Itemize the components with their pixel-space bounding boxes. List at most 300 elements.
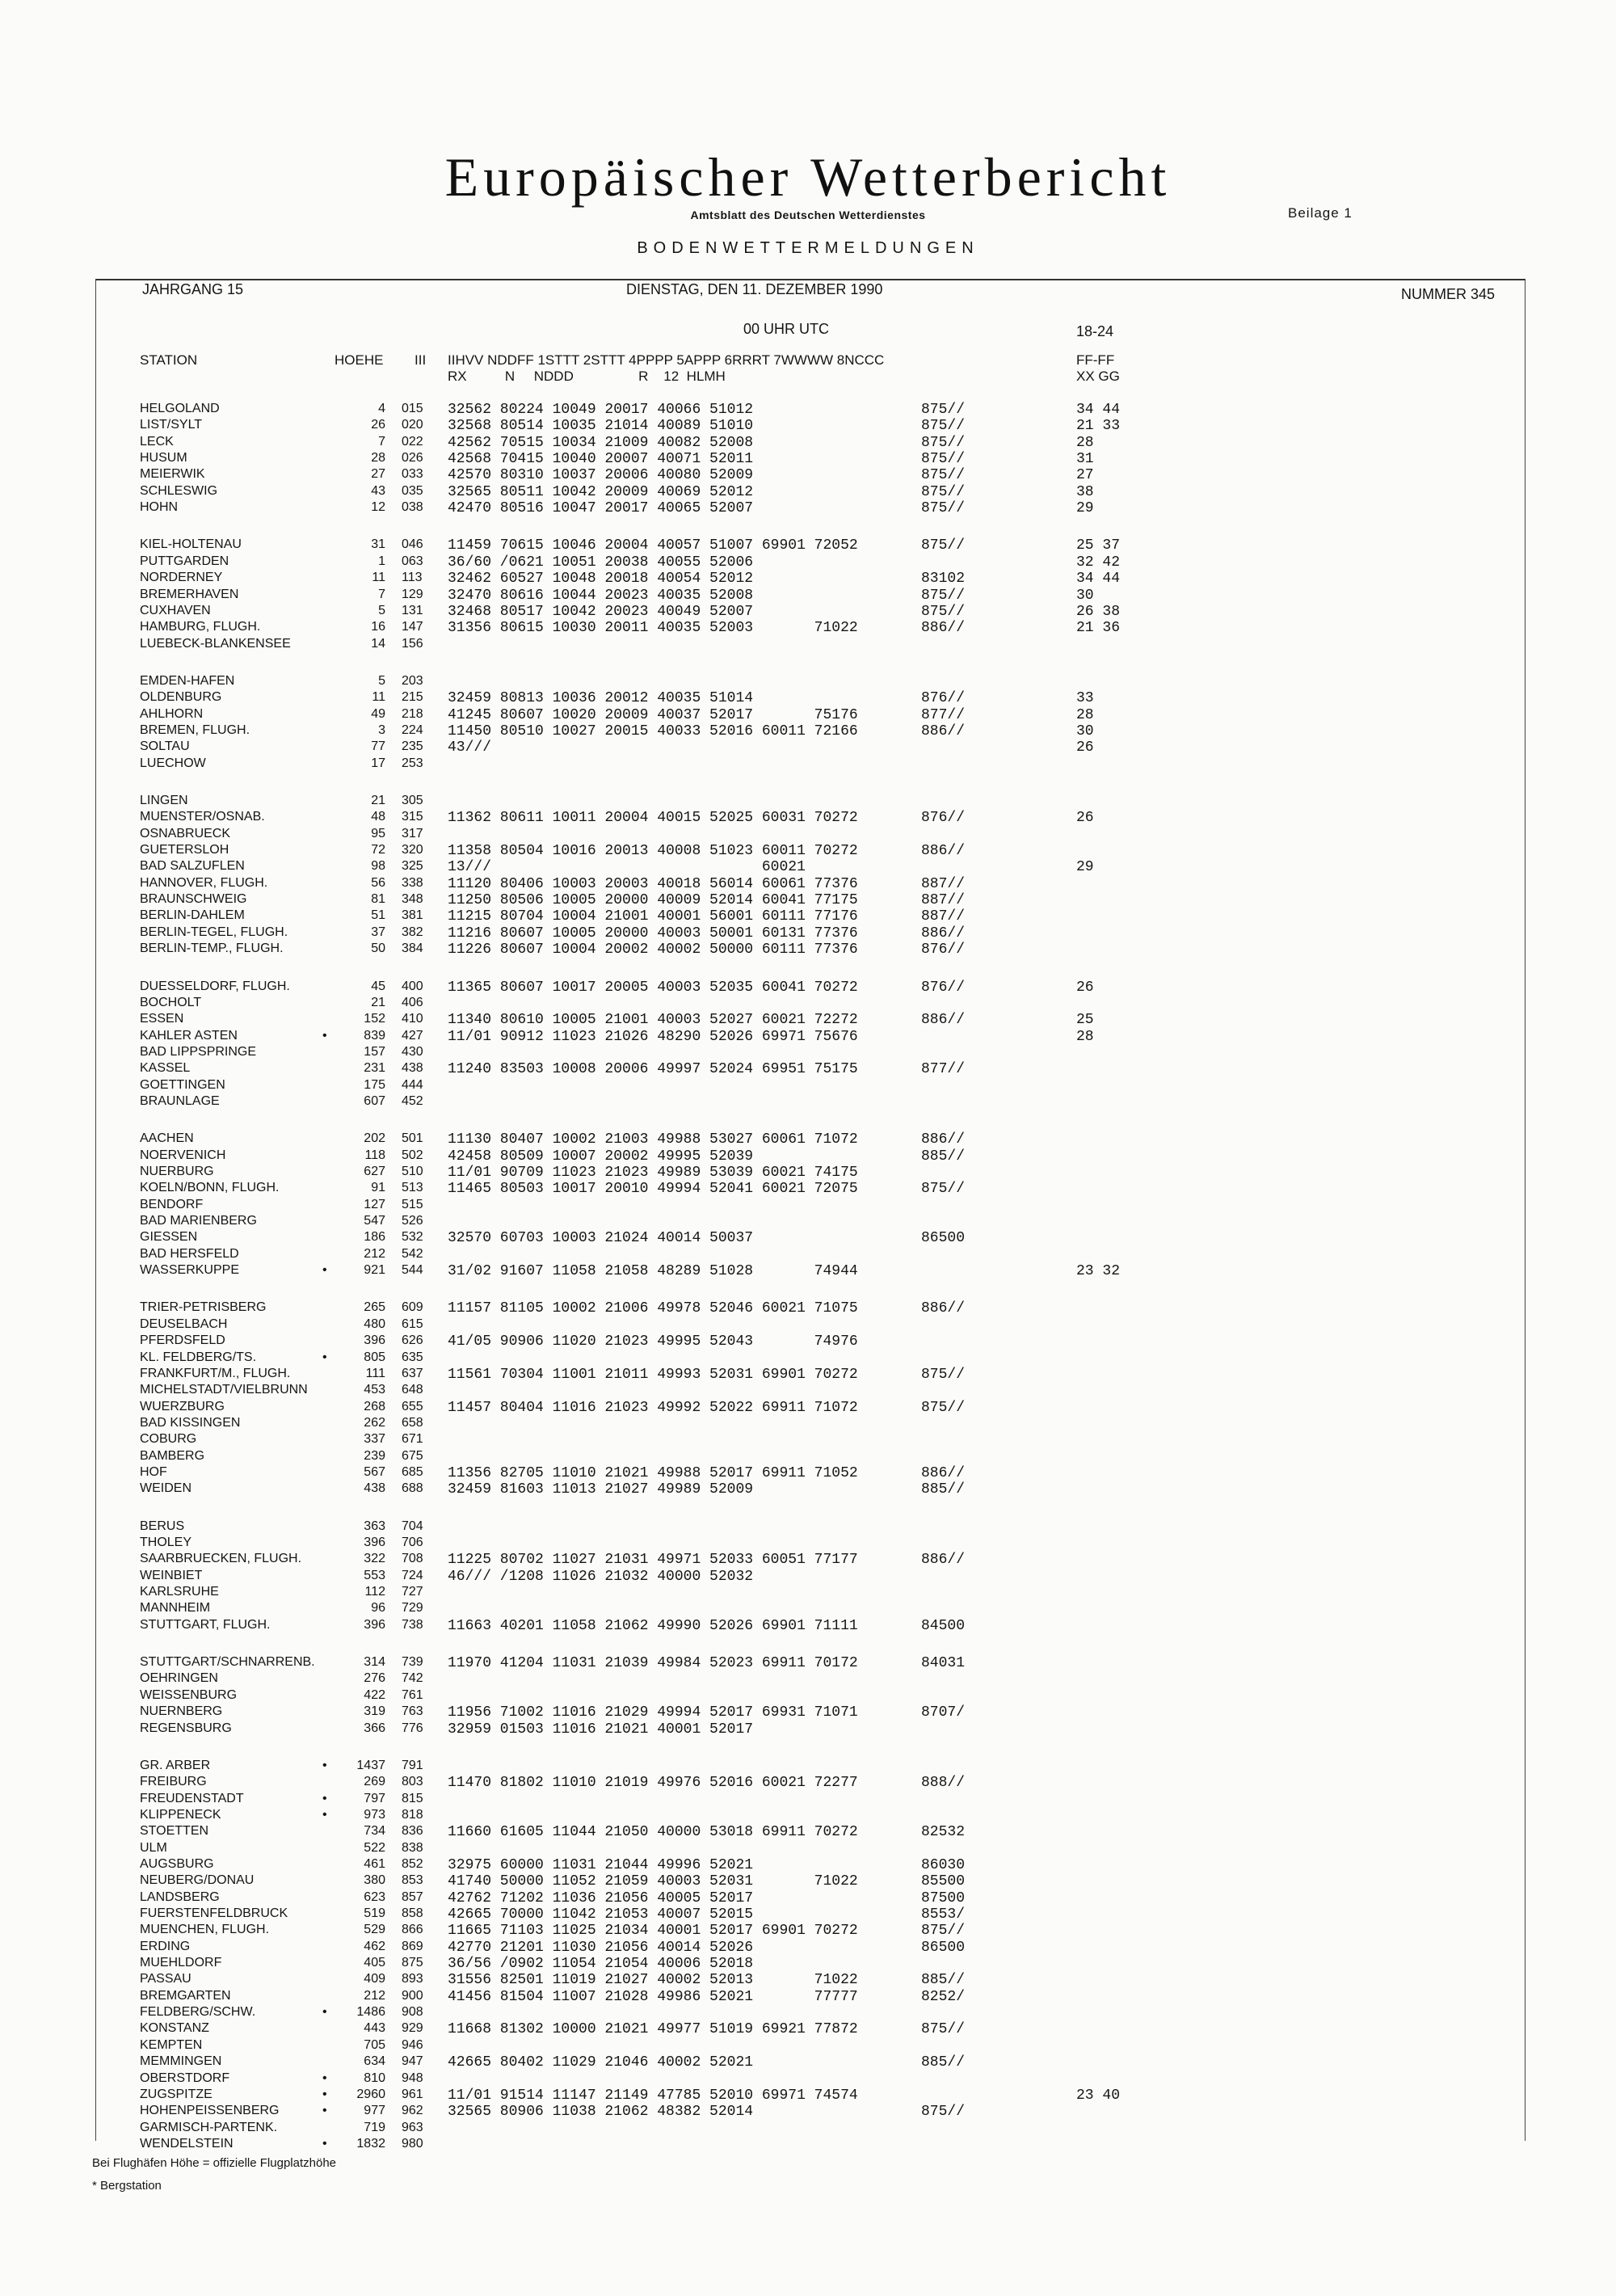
table-row (0, 690, 1616, 706)
cloud-group: 877// (921, 706, 966, 723)
station-number: 635 (402, 1350, 423, 1364)
station-height: 269 (364, 1775, 385, 1789)
table-row (0, 756, 1616, 773)
station-name: KASSEL (140, 1061, 191, 1076)
station-name: ZUGSPITZE (140, 2087, 213, 2101)
table-row (0, 1465, 1616, 1481)
station-name: AUGSBURG (140, 1856, 214, 1871)
station-name: EMDEN-HAFEN (140, 673, 235, 688)
station-number: 203 (402, 673, 423, 688)
station-height: 705 (364, 2037, 385, 2052)
cloud-group: 86500 (921, 1939, 966, 1956)
column-station: STATION (140, 352, 198, 368)
station-height: 522 (364, 1840, 385, 1855)
synop-codes: 32562 80224 10049 20017 40066 51012 (448, 402, 754, 418)
cloud-group: 886// (921, 1300, 966, 1317)
table-row (0, 1214, 1616, 1230)
station-name: KONSTANZ (140, 2021, 209, 2036)
cloud-group: 86500 (921, 1230, 966, 1247)
station-name: WEIDEN (140, 1481, 191, 1496)
max-wind: 30 (1076, 723, 1094, 739)
station-number: 655 (402, 1399, 423, 1413)
station-height: 519 (364, 1906, 385, 1920)
station-number: 893 (402, 1972, 423, 1986)
station-height: 973 (364, 1807, 385, 1822)
station-height: 3 (378, 723, 385, 737)
cloud-group: 84031 (921, 1655, 966, 1672)
station-number: 685 (402, 1464, 423, 1479)
station-height: 16 (371, 620, 385, 634)
station-height: 262 (364, 1415, 385, 1430)
station-number: 515 (402, 1197, 423, 1211)
cloud-group: 8553/ (921, 1906, 966, 1923)
cloud-group: 876// (921, 979, 966, 996)
station-number: 427 (402, 1028, 423, 1043)
table-row (0, 1857, 1616, 1873)
footnote-mountain: * Bergstation (92, 2179, 162, 2193)
mountain-marker: • (322, 2071, 327, 2085)
table-row (0, 1061, 1616, 1077)
station-height: 7 (378, 434, 385, 449)
synop-codes: 11970 41204 11031 21039 49984 52023 69911 70172 (448, 1655, 858, 1672)
station-height: 81 (371, 892, 385, 907)
cloud-group: 887// (921, 892, 966, 909)
station-name: MUENSTER/OSNAB. (140, 810, 265, 824)
synop-codes: 13/// 60021 (448, 859, 806, 876)
synop-codes: 36/60 /0621 10051 20038 40055 52006 (448, 554, 754, 571)
period-label: 18-24 (1076, 323, 1114, 339)
station-height: 7 (378, 587, 385, 601)
synop-codes: 11240 83503 10008 20006 49997 52024 69951 75175 (448, 1061, 858, 1078)
station-number: 815 (402, 1791, 423, 1805)
station-height: 607 (364, 1093, 385, 1108)
station-name: PASSAU (140, 1972, 191, 1986)
issue-number: NUMMER 345 (1401, 286, 1496, 302)
max-wind: 33 (1076, 690, 1094, 707)
station-height: 734 (364, 1824, 385, 1839)
max-wind: 25 (1076, 1012, 1094, 1029)
cloud-group: 886// (921, 843, 966, 860)
cloud-group: 875// (921, 451, 966, 468)
station-number: 502 (402, 1148, 423, 1162)
station-number: 129 (402, 587, 423, 601)
station-height: 186 (364, 1230, 385, 1245)
station-number: 946 (402, 2037, 423, 2052)
station-name: KEMPTEN (140, 2037, 203, 2052)
station-name: BREMEN, FLUGH. (140, 723, 250, 737)
table-row (0, 1989, 1616, 2005)
station-name: MANNHEIM (140, 1601, 211, 1616)
synop-codes: 42665 80402 11029 21046 40002 52021 (448, 2054, 754, 2071)
station-name: KOELN/BONN, FLUGH. (140, 1181, 280, 1195)
station-name: LECK (140, 434, 174, 449)
cloud-group: 8707/ (921, 1704, 966, 1721)
synop-codes: 11663 40201 11058 21062 49990 52026 69901 71111 (448, 1617, 858, 1634)
station-name: BAD SALZUFLEN (140, 859, 245, 874)
synop-codes: 41456 81504 11007 21028 49986 52021 77777 (448, 1988, 858, 2005)
station-name: WUERZBURG (140, 1399, 225, 1413)
table-row (0, 2054, 1616, 2071)
station-name: OLDENBURG (140, 690, 222, 705)
station-name: NUERBURG (140, 1165, 214, 1178)
station-height: 567 (364, 1464, 385, 1479)
max-wind: 32 42 (1076, 554, 1121, 571)
mountain-marker: • (322, 1758, 327, 1772)
table-row (0, 1300, 1616, 1317)
synop-codes: 43/// (448, 739, 492, 756)
table-row (0, 1956, 1616, 1972)
station-name: MUENCHEN, FLUGH. (140, 1923, 270, 1937)
table-row (0, 925, 1616, 942)
table-row (0, 1181, 1616, 1197)
station-height: 839 (364, 1028, 385, 1043)
station-name: BERLIN-TEGEL, FLUGH. (140, 925, 288, 939)
table-row (0, 604, 1616, 620)
station-number: 857 (402, 1889, 423, 1904)
station-name: OEHRINGEN (140, 1671, 218, 1686)
synop-codes: 11470 81802 11010 21019 49976 52016 60021 72277 (448, 1775, 858, 1792)
station-name: ESSEN (140, 1012, 184, 1026)
table-row (0, 467, 1616, 483)
station-name: FELDBERG/SCHW. (140, 2005, 256, 2020)
station-number: 544 (402, 1263, 423, 1278)
cloud-group: 887// (921, 908, 966, 925)
station-height: 547 (364, 1214, 385, 1228)
station-number: 836 (402, 1824, 423, 1839)
cloud-group: 875// (921, 537, 966, 554)
table-row (0, 1655, 1616, 1671)
cloud-group: 83102 (921, 571, 966, 588)
synop-codes: 11668 81302 10000 21021 49977 51019 69921 77872 (448, 2021, 858, 2038)
synop-codes: 46/// /1208 11026 21032 40000 52032 (448, 1568, 754, 1585)
station-name: HANNOVER, FLUGH. (140, 875, 268, 890)
synop-codes: 11365 80607 10017 20005 40003 52035 60041 70272 (448, 979, 858, 996)
station-name: REGENSBURG (140, 1721, 232, 1735)
station-height: 396 (364, 1617, 385, 1632)
table-row (0, 843, 1616, 859)
station-name: KLIPPENECK (140, 1807, 221, 1822)
station-number: 526 (402, 1214, 423, 1228)
station-number: 113 (402, 571, 423, 585)
table-row (0, 588, 1616, 604)
station-height: 49 (371, 706, 385, 721)
table-row (0, 739, 1616, 756)
table-row (0, 1906, 1616, 1923)
station-height: 5 (378, 673, 385, 688)
cloud-group: 84500 (921, 1617, 966, 1634)
table-row (0, 1481, 1616, 1498)
station-number: 325 (402, 859, 423, 874)
max-wind: 31 (1076, 451, 1094, 468)
synop-codes: 11225 80702 11027 21031 49971 52033 60051 77177 (448, 1552, 858, 1569)
station-number: 704 (402, 1519, 423, 1533)
synop-codes: 41/05 90906 11020 21023 49995 52043 74976 (448, 1333, 858, 1350)
cloud-group: 875// (921, 434, 966, 451)
synop-codes: 11660 61605 11044 21050 40000 53018 69911 70272 (448, 1824, 858, 1841)
station-number: 382 (402, 925, 423, 939)
cloud-group: 887// (921, 875, 966, 892)
table-row (0, 1247, 1616, 1263)
max-wind: 30 (1076, 587, 1094, 604)
footnote-airport: Bei Flughäfen Höhe = offizielle Flugplatzhöhe (92, 2156, 337, 2170)
station-number: 875 (402, 1956, 423, 1970)
station-number: 218 (402, 706, 423, 721)
station-name: BRAUNLAGE (140, 1093, 220, 1108)
max-wind: 26 38 (1076, 603, 1121, 620)
station-height: 529 (364, 1923, 385, 1937)
station-name: GUETERSLOH (140, 843, 229, 857)
synop-codes: 11358 80504 10016 20013 40008 51023 60011 70272 (448, 843, 858, 860)
mountain-marker: • (322, 2104, 327, 2118)
station-height: 5 (378, 603, 385, 617)
station-number: 675 (402, 1448, 423, 1463)
table-row (0, 451, 1616, 467)
station-height: 366 (364, 1721, 385, 1735)
cloud-group: 876// (921, 942, 966, 958)
station-height: 453 (364, 1383, 385, 1397)
max-wind: 26 (1076, 979, 1094, 996)
station-height: 45 (371, 979, 385, 993)
max-wind: 34 44 (1076, 402, 1121, 418)
cloud-group: 886// (921, 620, 966, 637)
station-number: 215 (402, 690, 423, 705)
station-name: FRANKFURT/M., FLUGH. (140, 1366, 291, 1380)
synop-codes: 11226 80607 10004 20002 40002 50000 60111 77376 (448, 942, 858, 958)
table-row (0, 1721, 1616, 1738)
station-number: 980 (402, 2136, 423, 2151)
station-name: LUECHOW (140, 756, 206, 770)
table-row (0, 1230, 1616, 1246)
station-height: 480 (364, 1317, 385, 1331)
max-wind: 25 37 (1076, 537, 1121, 554)
station-number: 648 (402, 1383, 423, 1397)
cloud-group: 875// (921, 1923, 966, 1940)
max-wind: 28 (1076, 706, 1094, 723)
cloud-group: 85500 (921, 1873, 966, 1890)
station-name: COBURG (140, 1432, 197, 1447)
table-row (0, 1618, 1616, 1634)
station-height: 11 (372, 571, 385, 585)
station-number: 803 (402, 1775, 423, 1789)
table-row (0, 1263, 1616, 1279)
max-wind: 34 44 (1076, 571, 1121, 588)
station-name: HOHN (140, 500, 179, 515)
station-name: MUEHLDORF (140, 1956, 222, 1970)
station-number: 900 (402, 1988, 423, 2003)
station-name: LINGEN (140, 794, 188, 807)
station-name: OBERSTDORF (140, 2071, 230, 2085)
station-number: 739 (402, 1655, 423, 1670)
table-row (0, 892, 1616, 908)
max-wind: 23 32 (1076, 1263, 1121, 1280)
station-height: 43 (371, 483, 385, 498)
synop-codes: 32459 80813 10036 20012 40035 51014 (448, 690, 754, 707)
cloud-group: 886// (921, 1012, 966, 1029)
station-name: BOCHOLT (140, 995, 202, 1009)
cloud-group: 82532 (921, 1824, 966, 1841)
station-name: DEUSELBACH (140, 1317, 228, 1331)
synop-codes: 11561 70304 11001 21011 49993 52031 69901 70272 (448, 1366, 858, 1383)
table-row (0, 1808, 1616, 1824)
station-height: 1832 (356, 2136, 385, 2151)
station-name: AHLHORN (140, 706, 204, 721)
station-number: 513 (402, 1181, 423, 1195)
table-row (0, 2038, 1616, 2054)
station-height: 77 (371, 739, 385, 754)
station-height: 48 (371, 810, 385, 824)
station-number: 742 (402, 1671, 423, 1686)
station-number: 156 (402, 636, 423, 651)
cloud-group: 875// (921, 483, 966, 500)
station-height: 380 (364, 1873, 385, 1888)
station-height: 21 (371, 995, 385, 1009)
cloud-group: 875// (921, 2104, 966, 2121)
station-name: WEINBIET (140, 1568, 203, 1582)
station-number: 305 (402, 794, 423, 807)
table-row (0, 2121, 1616, 2137)
max-wind: 28 (1076, 434, 1094, 451)
column-codes-line1: IIHVV NDDFF 1STTT 2STTT 4PPPP 5APPP 6RRRT 7WWWW 8NCCC (448, 352, 885, 368)
station-number: 022 (402, 434, 423, 449)
station-name: FREIBURG (140, 1775, 207, 1789)
cloud-group: 875// (921, 603, 966, 620)
cloud-group: 87500 (921, 1889, 966, 1906)
table-row (0, 1552, 1616, 1568)
cloud-group: 886// (921, 925, 966, 942)
synop-codes: 11450 80510 10027 20015 40033 52016 60011 72166 (448, 723, 858, 739)
station-height: 50 (371, 942, 385, 956)
station-height: 462 (364, 1939, 385, 1953)
max-wind: 21 33 (1076, 418, 1121, 435)
station-number: 738 (402, 1617, 423, 1632)
station-height: 276 (364, 1671, 385, 1686)
station-height: 175 (364, 1077, 385, 1092)
mountain-marker: • (322, 1791, 327, 1805)
station-number: 438 (402, 1061, 423, 1076)
synop-codes: 11665 71103 11025 21034 40001 52017 69901 70272 (448, 1923, 858, 1940)
station-name: CUXHAVEN (140, 603, 211, 617)
station-height: 157 (364, 1044, 385, 1059)
table-row (0, 1198, 1616, 1214)
column-codes-line2: RX N NDDD R 12 HLMH (448, 369, 726, 384)
station-name: NOERVENICH (140, 1148, 226, 1162)
table-row (0, 1536, 1616, 1552)
station-number: 724 (402, 1568, 423, 1582)
station-number: 962 (402, 2104, 423, 2118)
table-row (0, 810, 1616, 826)
station-number: 838 (402, 1840, 423, 1855)
table-row (0, 1367, 1616, 1383)
table-row (0, 1333, 1616, 1350)
synop-codes: 11/01 90912 11023 21026 48290 52026 69971 75676 (448, 1028, 858, 1045)
station-name: ERDING (140, 1939, 191, 1953)
station-name: GR. ARBER (140, 1758, 211, 1772)
station-name: TRIER-PETRISBERG (140, 1300, 267, 1315)
table-row (0, 876, 1616, 892)
station-name: HELGOLAND (140, 402, 220, 415)
table-row (0, 418, 1616, 434)
cloud-group: 876// (921, 690, 966, 707)
cloud-group: 875// (921, 1366, 966, 1383)
table-row (0, 723, 1616, 739)
mountain-marker: • (322, 1263, 327, 1278)
station-name: NEUBERG/DONAU (140, 1873, 255, 1888)
table-row (0, 1094, 1616, 1110)
station-number: 688 (402, 1481, 423, 1496)
station-height: 314 (364, 1655, 385, 1670)
cloud-group: 886// (921, 1552, 966, 1569)
station-height: 12 (371, 500, 385, 515)
cloud-group: 875// (921, 1181, 966, 1198)
page-title: Europäischer Wetterbericht (444, 146, 1172, 208)
station-number: 963 (402, 2120, 423, 2134)
station-height: 405 (364, 1956, 385, 1970)
synop-codes: 11/01 91514 11147 21149 47785 52010 69971 74574 (448, 2087, 858, 2104)
station-height: 51 (371, 908, 385, 923)
synop-codes: 31/02 91607 11058 21058 48289 51028 74944 (448, 1263, 858, 1280)
cloud-group: 877// (921, 1061, 966, 1078)
column-hoehe: HOEHE (335, 352, 384, 368)
synop-codes: 41245 80607 10020 20009 40037 52017 75176 (448, 706, 858, 723)
synop-codes: 11216 80607 10005 20000 40003 50001 60131 77376 (448, 925, 858, 942)
station-height: 438 (364, 1481, 385, 1496)
synop-codes: 36/56 /0902 11054 21054 40006 52018 (448, 1956, 754, 1973)
station-height: 37 (371, 925, 385, 939)
synop-codes: 42568 70415 10040 20007 40071 52011 (448, 451, 754, 468)
station-name: BAD HERSFELD (140, 1246, 239, 1261)
mountain-marker: • (322, 2087, 327, 2101)
synop-codes: 42762 71202 11036 21056 40005 52017 (448, 1889, 754, 1906)
table-row (0, 637, 1616, 653)
table-row (0, 1449, 1616, 1465)
station-number: 948 (402, 2071, 423, 2085)
station-name: ULM (140, 1840, 167, 1855)
table-row (0, 1601, 1616, 1617)
station-name: HAMBURG, FLUGH. (140, 620, 261, 634)
station-name: SCHLESWIG (140, 483, 218, 498)
synop-codes: 11459 70615 10046 20004 40057 51007 69901 72052 (448, 537, 858, 554)
station-height: 72 (371, 843, 385, 857)
station-height: 805 (364, 1350, 385, 1364)
station-height: 98 (371, 859, 385, 874)
station-height: 31 (371, 537, 385, 552)
synop-codes: 11362 80611 10011 20004 40015 52025 60031 70272 (448, 810, 858, 827)
station-name: BAD MARIENBERG (140, 1214, 257, 1228)
station-name: BERLIN-DAHLEM (140, 908, 245, 923)
station-height: 1437 (356, 1758, 385, 1772)
station-height: 322 (364, 1552, 385, 1566)
station-number: 348 (402, 892, 423, 907)
station-number: 853 (402, 1873, 423, 1888)
table-row (0, 554, 1616, 571)
table-row (0, 1131, 1616, 1148)
station-height: 27 (371, 467, 385, 482)
station-number: 761 (402, 1687, 423, 1702)
station-name: LUEBECK-BLANKENSEE (140, 636, 291, 651)
station-name: MEIERWIK (140, 467, 205, 482)
table-row (0, 1148, 1616, 1165)
table-row (0, 1688, 1616, 1704)
report-date: DIENSTAG, DEN 11. DEZEMBER 1990 (626, 281, 883, 297)
subtitle: Amtsblatt des Deutschen Wetterdienstes (690, 209, 926, 221)
cloud-group: 875// (921, 500, 966, 517)
cloud-group: 888// (921, 1775, 966, 1792)
station-height: 268 (364, 1399, 385, 1413)
station-height: 797 (364, 1791, 385, 1805)
station-number: 452 (402, 1093, 423, 1108)
station-number: 315 (402, 810, 423, 824)
max-wind: 21 36 (1076, 620, 1121, 637)
